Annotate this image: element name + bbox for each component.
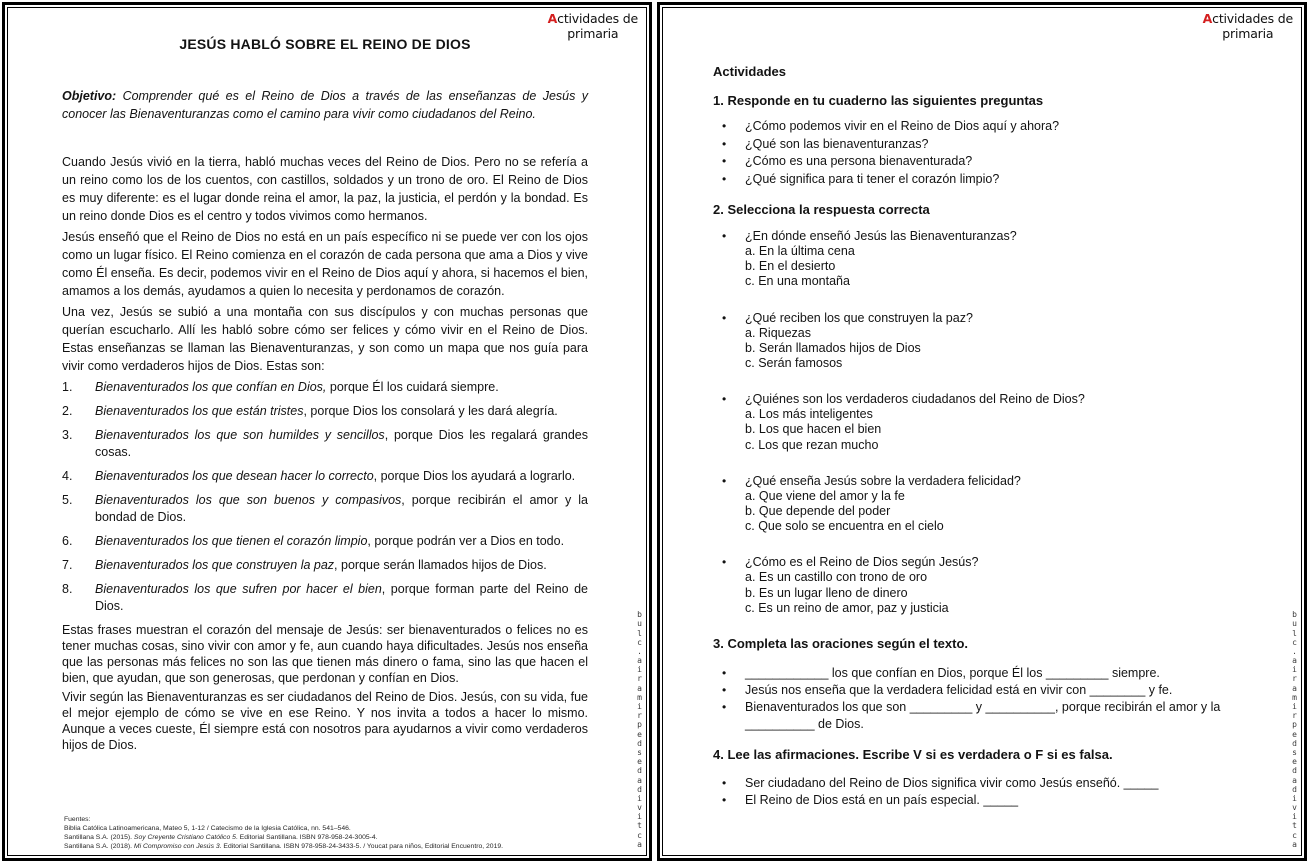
- open-question-item: [722, 171, 1249, 189]
- right-page: [657, 2, 1307, 861]
- beatitude-lead: Bienaventurados los que son humildes y sencillos: [95, 428, 385, 442]
- site-url-char: u: [637, 619, 642, 629]
- beatitude-rest: , porque Dios los ayudará a lograrlo.: [373, 469, 576, 483]
- mc-option-list: [745, 570, 1249, 616]
- mc-option: b. En el desierto: [745, 259, 836, 274]
- beatitude-rest: , porque Dios los consolará y les dará alegría.: [303, 404, 558, 418]
- mc-option: c. Es un reino de amor, paz y justicia: [745, 600, 949, 615]
- source-segment: Biblia Católica Latinoamericana, Mateo 5, 1-12 / Catecismo de la Iglesia Católica, nn. 541–546.: [64, 825, 351, 832]
- fill-blank-item: [722, 699, 1249, 733]
- site-url-char: p: [1292, 720, 1297, 730]
- site-url-char: a: [1292, 775, 1297, 785]
- site-url-char: c: [637, 830, 642, 840]
- site-url-char: i: [1292, 702, 1297, 711]
- sources-footer: [64, 815, 616, 851]
- left-page-inner: [7, 7, 647, 856]
- site-url-char: i: [637, 665, 642, 675]
- list-item-text: ____________ los que confían en Dios, porque Él los _________ siempre.: [745, 666, 1160, 681]
- beatitude-rest: , porque serán llamados hijos de Dios.: [334, 558, 547, 572]
- beatitude-text: [95, 403, 588, 420]
- bullet-icon: •: [722, 154, 727, 168]
- site-url-char: .: [1292, 646, 1297, 656]
- list-item-text: El Reino de Dios está en un país especial. _____: [745, 793, 1019, 808]
- site-url-char: r: [1292, 674, 1297, 684]
- open-question-item: [722, 136, 1249, 154]
- site-url-char: r: [637, 674, 642, 684]
- mc-option-list: [745, 326, 1249, 372]
- site-url-char: u: [1292, 619, 1297, 629]
- site-url-char: a: [637, 683, 642, 693]
- bullet-icon: •: [722, 310, 727, 325]
- sources-label: Fuentes:: [64, 816, 91, 823]
- site-url-char: v: [1292, 803, 1297, 813]
- beatitude-number: 4.: [62, 469, 73, 483]
- objective-paragraph: [62, 87, 588, 123]
- brand-line2: primaria: [567, 26, 619, 41]
- source-segment: Mi Compromiso con Jesús 3: [133, 843, 220, 850]
- right-page-inner: [662, 7, 1302, 856]
- site-url-char: a: [637, 775, 642, 785]
- beatitude-number: 3.: [62, 428, 73, 442]
- list-item-text: ¿Cómo podemos vivir en el Reino de Dios aquí y ahora?: [745, 119, 1060, 133]
- bullet-icon: •: [722, 392, 727, 407]
- bullet-icon: •: [722, 473, 727, 488]
- brand-logo: [548, 11, 638, 41]
- beatitude-text: [95, 581, 588, 615]
- open-question-item: [722, 118, 1249, 136]
- beatitude-item: [62, 533, 588, 550]
- paragraph: Vivir según las Bienaventuranzas es ser ciudadanos del Reino de Dios. Jesús, con su vida, fue el mejor ejemplo de cómo se vive en ese Reino. Y nos invita a todos a hacer lo mismo. Aunque a veces cueste, Él siempre está con nosotros para ayudarnos a vivir como verdaderos hijos de Dios.: [62, 690, 588, 752]
- site-url-char: e: [1292, 757, 1297, 767]
- site-url-char: d: [1292, 738, 1297, 748]
- source-line: [64, 833, 616, 842]
- paragraph: Jesús enseñó que el Reino de Dios no está en un país específico ni se puede ver con los ojos como un lugar físico. El Reino comienza en el corazón de cada persona que ama a Dios y vive como Él enseña. Es decir, podemos vivir en el Reino de Dios aquí y ahora, si hacemos el bien, amamos a los demás, ayudamos a quien lo necesita y perdonamos de corazón.: [62, 230, 588, 298]
- site-url-char: d: [1292, 766, 1297, 776]
- beatitude-item: [62, 557, 588, 574]
- left-page: [2, 2, 652, 861]
- beatitude-item: [62, 379, 588, 396]
- mc-option: a. Los más inteligentes: [745, 407, 873, 422]
- mc-question-group: [713, 310, 1249, 372]
- brand-line1: [548, 11, 638, 26]
- true-false-item: [722, 792, 1249, 809]
- vertical-site-url: [1292, 610, 1297, 849]
- open-question-item: [722, 153, 1249, 171]
- beatitude-rest: , porque recibirán el amor y la bondad de Dios.: [95, 493, 589, 524]
- beatitude-number: 7.: [62, 558, 73, 572]
- list-item-text: ¿Qué enseña Jesús sobre la verdadera felicidad?: [745, 473, 1021, 488]
- site-url-char: c: [637, 637, 642, 647]
- section4-true-false-list: [713, 775, 1249, 809]
- site-url-char: e: [637, 757, 642, 767]
- site-url-char: s: [637, 747, 642, 757]
- true-false-item: [722, 775, 1249, 792]
- bullet-icon: •: [722, 136, 727, 151]
- intro-paragraphs: [62, 153, 588, 375]
- fill-blank-item: [722, 665, 1249, 682]
- site-url-char: c: [1292, 637, 1297, 647]
- mc-option: b. Serán llamados hijos de Dios: [745, 340, 921, 355]
- left-page-content: [8, 8, 646, 753]
- source-line: [64, 842, 616, 851]
- beatitude-text: [95, 427, 588, 461]
- site-url-char: m: [1292, 692, 1297, 702]
- section1-question-list: [713, 118, 1249, 188]
- beatitude-text: [95, 492, 588, 526]
- site-url-char: d: [637, 738, 642, 748]
- site-url-char: b: [637, 610, 642, 620]
- closing-paragraphs: [62, 622, 588, 753]
- site-url-char: d: [1292, 784, 1297, 794]
- beatitude-lead: Bienaventurados los que sufren por hacer el bien: [95, 582, 382, 596]
- vertical-site-url: [637, 610, 642, 849]
- beatitude-lead: Bienaventurados los que están tristes: [95, 404, 304, 418]
- page-title: JESÚS HABLÓ SOBRE EL REINO DE DIOS: [179, 36, 471, 52]
- list-item-text: ¿Quiénes son los verdaderos ciudadanos del Reino de Dios?: [745, 392, 1085, 407]
- right-page-content: [663, 8, 1301, 809]
- brand-line1-rest: ctividades de: [1212, 11, 1293, 26]
- beatitude-text: [95, 533, 588, 550]
- list-item-text: ¿En dónde enseñó Jesús las Bienaventuranzas?: [745, 229, 1017, 243]
- beatitude-rest: , porque Dios les regalará grandes cosas.: [95, 428, 588, 459]
- beatitude-number: 2.: [62, 404, 73, 418]
- site-url-char: i: [1292, 812, 1297, 822]
- brand-line1-rest: ctividades de: [557, 11, 638, 26]
- section4-title: 4. Lee las afirmaciones. Escribe V si es verdadera o F si es falsa.: [713, 747, 1113, 763]
- bullet-icon: •: [722, 776, 727, 791]
- paragraph: Cuando Jesús vivió en la tierra, habló muchas veces del Reino de Dios. Pero no se refería a un reino como los de los cuentos, con castillos, soldados y un trono de oro. El Reino de Dios es muy diferente: es el lugar donde reina el amor, la paz, la justicia, el perdón y la bondad. Es un reino donde Dios es el centro y todos vivimos como hermanos.: [62, 155, 588, 223]
- beatitude-rest: , porque forman parte del Reino de Dios.: [95, 582, 589, 613]
- mc-question: [722, 473, 1249, 489]
- site-url-char: r: [1292, 711, 1297, 721]
- list-item-text: ¿Cómo es una persona bienaventurada?: [745, 154, 973, 168]
- source-segment: Santillana S.A. (2018).: [64, 843, 134, 850]
- site-url-char: a: [1292, 683, 1297, 693]
- mc-option-list: [745, 489, 1249, 535]
- bullet-icon: •: [722, 229, 727, 243]
- site-url-char: a: [637, 839, 642, 849]
- mc-option: c. Que solo se encuentra en el cielo: [745, 519, 944, 534]
- section3-title: 3. Completa las oraciones según el texto.: [713, 636, 969, 652]
- site-url-char: c: [1292, 830, 1297, 840]
- list-item-text: ¿Qué significa para ti tener el corazón limpio?: [745, 171, 1000, 186]
- site-url-char: m: [637, 692, 642, 702]
- beatitude-number: 6.: [62, 534, 73, 548]
- mc-option: a. Riquezas: [745, 325, 812, 340]
- brand-accent-letter: A: [1202, 11, 1213, 26]
- paragraph: Estas frases muestran el corazón del mensaje de Jesús: ser bienaventurados o felices no es tener muchas cosas, sino vivir con amor y fe, aun cuando haya dificultades. Jesús nos enseña que las personas más felices no son las que tienen más dinero o fama, sino las que hacen el bien, que ayudan, que son generosas, que perdonan y confían en Dios.: [62, 623, 588, 685]
- mc-option: a. En la última cena: [745, 244, 855, 258]
- section3-fill-blank-list: [713, 665, 1249, 733]
- beatitude-item: [62, 581, 588, 615]
- beatitude-lead: Bienaventurados los que confían en Dios,: [95, 380, 327, 394]
- beatitude-text: [95, 468, 588, 485]
- source-segment: Santillana S.A. (2015).: [64, 834, 134, 841]
- list-item-text: Bienaventurados los que son _________ y __________, porque recibirán el amor y la __________ de Dios.: [745, 700, 1221, 732]
- site-url-char: l: [1292, 628, 1297, 638]
- mc-option: b. Los que hacen el bien: [745, 422, 882, 437]
- bullet-icon: •: [722, 700, 727, 715]
- brand-line2: primaria: [1222, 26, 1274, 41]
- mc-option: b. Que depende del poder: [745, 504, 891, 519]
- objective-text: Comprender qué es el Reino de Dios a través de las enseñanzas de Jesús y conocer las Bienaventuranzas como el camino para vivir como ciudadanos del Reino.: [62, 89, 588, 121]
- site-url-char: v: [637, 803, 642, 813]
- brand-accent-letter: A: [547, 11, 558, 26]
- list-item-text: ¿Cómo es el Reino de Dios según Jesús?: [745, 555, 979, 570]
- list-item-text: Ser ciudadano del Reino de Dios significa vivir como Jesús enseñó. _____: [745, 776, 1159, 791]
- site-url-char: d: [637, 766, 642, 776]
- activities-heading: Actividades: [713, 64, 786, 79]
- beatitude-text: [95, 557, 588, 574]
- beatitude-lead: Bienaventurados los que desean hacer lo correcto: [95, 469, 374, 483]
- site-url-char: e: [1292, 729, 1297, 739]
- mc-question: [722, 554, 1249, 570]
- mc-option-list: [745, 407, 1249, 453]
- source-line: [64, 824, 616, 833]
- beatitude-item: [62, 427, 588, 461]
- beatitude-lead: Bienaventurados los que son buenos y compasivos: [95, 493, 402, 507]
- beatitude-text: [95, 379, 588, 396]
- beatitude-item: [62, 492, 588, 526]
- list-item-text: ¿Qué son las bienaventuranzas?: [745, 136, 929, 151]
- beatitude-rest: , porque podrán ver a Dios en todo.: [367, 534, 565, 548]
- mc-option-list: [745, 244, 1249, 290]
- source-segment: . Editorial Santillana. ISBN 978-958-24-3433-5. / Youcat para niños, Editorial Encuentro, 2019.: [219, 843, 504, 850]
- bullet-icon: •: [722, 683, 727, 698]
- mc-question-group: [713, 391, 1249, 453]
- sources-lines: [64, 824, 616, 851]
- brand-line1: [1203, 11, 1293, 26]
- site-url-char: d: [637, 784, 642, 794]
- beatitude-item: [62, 468, 588, 485]
- site-url-char: a: [1292, 656, 1297, 666]
- section1-title: 1. Responde en tu cuaderno las siguientes preguntas: [713, 93, 1044, 108]
- section2-multiple-choice: [713, 228, 1249, 616]
- bullet-icon: •: [722, 666, 727, 681]
- fill-blank-item: [722, 682, 1249, 699]
- beatitude-item: [62, 403, 588, 420]
- site-url-char: p: [637, 720, 642, 730]
- mc-question-group: [713, 228, 1249, 290]
- site-url-char: e: [637, 729, 642, 739]
- site-url-char: .: [637, 646, 642, 656]
- site-url-char: i: [1292, 793, 1297, 803]
- site-url-char: l: [637, 628, 642, 638]
- mc-question-group: [713, 473, 1249, 535]
- bullet-icon: •: [722, 555, 727, 570]
- beatitude-rest: porque Él los cuidará siempre.: [326, 380, 499, 394]
- section2-title: 2. Selecciona la respuesta correcta: [713, 202, 930, 217]
- paragraph: Una vez, Jesús se subió a una montaña con sus discípulos y con muchas personas que querían escucharlo. Allí les habló sobre cómo ser felices y cómo vivir en el Reino de Dios. Estas enseñanzas se llaman las Bienaventuranzas, y son como un mapa que nos guía para vivir como verdaderos hijos de Dios. Estas son:: [62, 305, 588, 373]
- mc-option: a. Es un castillo con trono de oro: [745, 570, 928, 585]
- site-url-char: i: [637, 812, 642, 822]
- bullet-icon: •: [722, 171, 727, 186]
- mc-option: c. En una montaña: [745, 274, 850, 289]
- mc-option: c. Los que rezan mucho: [745, 437, 879, 452]
- site-url-char: i: [637, 702, 642, 711]
- beatitude-lead: Bienaventurados los que construyen la paz: [95, 558, 335, 572]
- objective-label: Objetivo:: [62, 89, 117, 103]
- list-item-text: ¿Qué reciben los que construyen la paz?: [745, 310, 973, 325]
- site-url-char: b: [1292, 610, 1297, 620]
- bullet-icon: •: [722, 793, 727, 808]
- beatitudes-list: [62, 379, 588, 615]
- mc-option: b. Es un lugar lleno de dinero: [745, 585, 908, 600]
- site-url-char: t: [637, 821, 642, 831]
- brand-logo: [1203, 11, 1293, 41]
- mc-option: c. Serán famosos: [745, 356, 843, 371]
- beatitude-number: 8.: [62, 582, 73, 596]
- beatitude-lead: Bienaventurados los que tienen el corazón limpio: [95, 534, 368, 548]
- bullet-icon: •: [722, 119, 727, 133]
- mc-question: [722, 310, 1249, 326]
- beatitude-number: 5.: [62, 493, 73, 507]
- site-url-char: s: [1292, 747, 1297, 757]
- site-url-char: i: [1292, 665, 1297, 675]
- mc-question: [722, 391, 1249, 407]
- site-url-char: r: [637, 711, 642, 721]
- site-url-char: a: [637, 656, 642, 666]
- site-url-char: a: [1292, 839, 1297, 849]
- mc-question: [722, 228, 1249, 244]
- source-segment: . Editorial Santillana. ISBN 978-958-24-3005-4.: [235, 834, 378, 841]
- mc-option: a. Que viene del amor y la fe: [745, 488, 905, 503]
- mc-question-group: [713, 554, 1249, 616]
- beatitude-number: 1.: [62, 380, 73, 394]
- site-url-char: t: [1292, 821, 1297, 831]
- source-segment: Soy Creyente Cristiano Católico 5: [133, 834, 236, 841]
- site-url-char: i: [637, 793, 642, 803]
- list-item-text: Jesús nos enseña que la verdadera felicidad está en vivir con ________ y fe.: [745, 683, 1173, 698]
